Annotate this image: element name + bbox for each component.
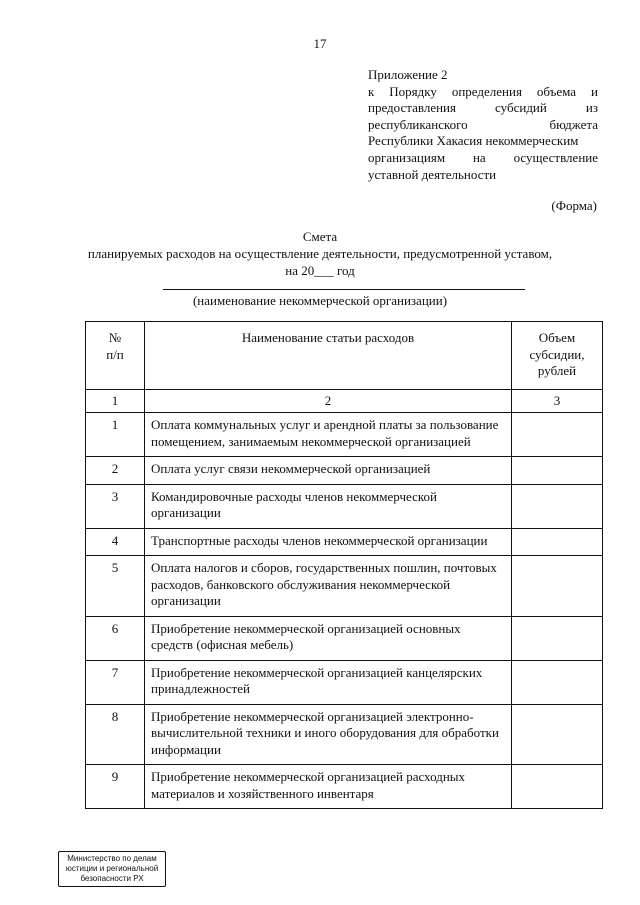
appendix-line: Приложение 2 (368, 67, 448, 82)
table-row (86, 660, 603, 704)
org-name-caption: (наименование некоммерческой организации) (192, 293, 448, 308)
stamp-line: Министерство по делам (67, 854, 157, 863)
title-line-3: на 20___ год (285, 263, 355, 278)
row-number: 8 (86, 704, 145, 765)
row-expense-name: Оплата услуг связи некоммерческой организацией (145, 457, 512, 485)
appendix-line: к Порядку определения объема и (368, 83, 598, 99)
row-amount[interactable] (512, 413, 603, 457)
row-number: 5 (86, 556, 145, 617)
row-number: 4 (86, 528, 145, 556)
table-row (86, 457, 603, 485)
appendix-line: Республики Хакасия некоммерческим (368, 133, 579, 149)
row-amount[interactable] (512, 457, 603, 485)
row-expense-name: Транспортные расходы членов некоммерческой организации (145, 528, 512, 556)
appendix-line: предоставления субсидий из (368, 100, 598, 116)
header-name: Наименование статьи расходов (145, 322, 512, 390)
index-cell: 3 (512, 390, 603, 413)
document-title (0, 228, 640, 279)
appendix-line: организациям на осуществление (368, 149, 598, 165)
page-number: 17 (313, 36, 327, 51)
stamp-line: безопасности РХ (80, 874, 144, 883)
row-number: 2 (86, 457, 145, 485)
row-amount[interactable] (512, 616, 603, 660)
row-amount[interactable] (512, 765, 603, 809)
table-row (86, 765, 603, 809)
stamp-line: юстиции и региональной (65, 864, 159, 873)
row-amount[interactable] (512, 556, 603, 617)
row-expense-name: Приобретение некоммерческой организацией канцелярских принадлежностей (145, 660, 512, 704)
row-expense-name: Оплата налогов и сборов, государственных пошлин, почтовых расходов, банковского обслуживания некоммерческой организации (145, 556, 512, 617)
table-row (86, 528, 603, 556)
appendix-line: республиканского бюджета (368, 116, 598, 132)
title-line-2: планируемых расходов на осуществление деятельности, предусмотренной уставом, (87, 246, 553, 261)
row-number: 3 (86, 484, 145, 528)
form-label: (Форма) (551, 198, 597, 213)
row-expense-name: Оплата коммунальных услуг и арендной платы за пользование помещением, занимаемым некоммерческой организацией (145, 413, 512, 457)
title-line-1: Смета (302, 229, 338, 244)
table-row (86, 616, 603, 660)
org-name-underline (163, 289, 525, 290)
table-header-row (86, 322, 603, 390)
appendix-line: уставной деятельности (368, 166, 497, 182)
row-number: 6 (86, 616, 145, 660)
table-row (86, 484, 603, 528)
row-amount[interactable] (512, 704, 603, 765)
row-amount[interactable] (512, 528, 603, 556)
table-row (86, 556, 603, 617)
row-number: 9 (86, 765, 145, 809)
row-number: 7 (86, 660, 145, 704)
expense-table (85, 321, 603, 809)
row-expense-name: Командировочные расходы членов некоммерческой организации (145, 484, 512, 528)
row-expense-name: Приобретение некоммерческой организацией электронно-вычислительной техники и иного оборудования для обработки информации (145, 704, 512, 765)
ministry-stamp (58, 851, 166, 887)
table-index-row (86, 390, 603, 413)
index-cell: 1 (86, 390, 145, 413)
row-amount[interactable] (512, 660, 603, 704)
row-expense-name: Приобретение некоммерческой организацией основных средств (офисная мебель) (145, 616, 512, 660)
row-amount[interactable] (512, 484, 603, 528)
appendix-line-part: республиканского (368, 116, 468, 132)
table-row (86, 704, 603, 765)
header-amount: Объем субсидии, рублей (512, 322, 603, 390)
header-number: № п/п (86, 322, 145, 390)
table-row (86, 413, 603, 457)
index-cell: 2 (145, 390, 512, 413)
row-expense-name: Приобретение некоммерческой организацией расходных материалов и хозяйственного инвентаря (145, 765, 512, 809)
row-number: 1 (86, 413, 145, 457)
appendix-block (368, 67, 598, 183)
